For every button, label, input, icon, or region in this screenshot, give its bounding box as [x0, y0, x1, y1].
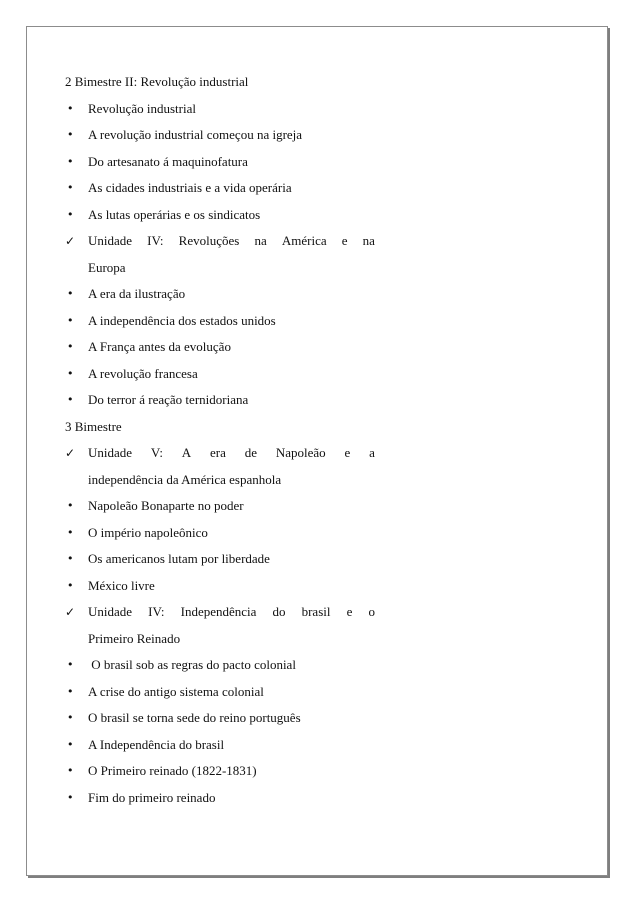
checkmark-icon: ✓ [65, 605, 76, 619]
word: Independência [180, 604, 257, 619]
word: era [210, 445, 226, 460]
list-item [65, 493, 375, 520]
list-item [65, 652, 375, 679]
list-item-text: A crise do antigo sistema colonial [88, 683, 264, 699]
list-item-text: México livre [88, 577, 155, 593]
word: IV: [148, 604, 165, 619]
bullet-icon: • [67, 764, 74, 777]
unit-4-heading [65, 228, 375, 255]
unit-5-heading [65, 440, 375, 467]
word: Unidade [88, 233, 133, 248]
list-item-text: A era da ilustração [88, 286, 186, 301]
list-item [65, 546, 375, 573]
bullet-icon: • [67, 181, 74, 194]
list-item-text: A revolução francesa [88, 365, 198, 381]
bullet-icon: • [67, 525, 74, 539]
list-item-text: O brasil se torna sede do reino português [88, 710, 301, 725]
list-item-text: Revolução industrial [88, 100, 196, 116]
list-item [65, 758, 375, 785]
bullet-icon: • [67, 684, 74, 698]
list-item [65, 96, 375, 123]
bimestre-3-heading: 3 Bimestre [65, 418, 122, 434]
word: V: [150, 445, 163, 460]
word: IV: [147, 233, 164, 248]
list-item [65, 732, 375, 759]
list-item [65, 785, 375, 812]
list-item [65, 573, 375, 600]
bullet-icon: • [67, 711, 74, 724]
bullet-icon: • [67, 154, 74, 168]
bullet-icon: • [67, 366, 74, 380]
list-item [65, 175, 375, 202]
word: o [368, 604, 375, 619]
checkmark-icon: ✓ [65, 446, 76, 460]
list-item [65, 387, 375, 414]
list-item-text: Os americanos lutam por liberdade [88, 551, 270, 566]
word: e [344, 445, 351, 460]
list-item-text: O império napoleônico [88, 524, 208, 540]
bullet-icon: • [67, 207, 74, 221]
unit-4b-heading [65, 599, 375, 626]
list-item [65, 308, 375, 335]
unit-5-title-continuation: independência da América espanhola [88, 471, 282, 487]
bullet-icon: • [67, 128, 74, 141]
word: brasil [301, 604, 331, 619]
word: na [254, 233, 267, 248]
unit-4b-title-line [88, 599, 375, 626]
word: na [362, 233, 375, 248]
bullet-icon: • [67, 393, 74, 406]
document-body [65, 69, 375, 811]
list-item [65, 202, 375, 229]
list-item [65, 122, 375, 149]
bullet-icon: • [67, 552, 74, 565]
list-item-text: A independência dos estados unidos [88, 312, 276, 328]
list-item-text: A França antes da evolução [88, 339, 231, 354]
word: Revoluções [178, 233, 240, 248]
bullet-icon: • [67, 287, 74, 300]
bullet-icon: • [67, 737, 74, 751]
list-item-text: O Primeiro reinado (1822-1831) [88, 763, 257, 778]
bullet-icon: • [67, 340, 74, 353]
word: e [341, 233, 348, 248]
word: Unidade [88, 445, 133, 460]
word: Unidade [88, 604, 133, 619]
list-item [65, 705, 375, 732]
list-item-text: As lutas operárias e os sindicatos [88, 206, 261, 222]
bullet-icon: • [67, 790, 74, 804]
word: de [244, 445, 258, 460]
list-item [65, 334, 375, 361]
list-item [65, 361, 375, 388]
list-item [65, 520, 375, 547]
bullet-icon: • [67, 499, 74, 512]
bullet-icon: • [67, 101, 74, 115]
list-item-text: A revolução industrial começou na igreja [88, 127, 303, 142]
unit-5-title-line [88, 440, 375, 467]
list-item [65, 679, 375, 706]
bullet-icon: • [67, 658, 74, 671]
list-item-text: Do artesanato á maquinofatura [88, 153, 248, 169]
list-item [65, 149, 375, 176]
word: A [181, 445, 192, 460]
unit-4-title-continuation: Europa [88, 259, 126, 275]
word: Napoleão [275, 445, 326, 460]
list-item-text: Fim do primeiro reinado [88, 789, 216, 805]
word: do [272, 604, 286, 619]
unit-4b-title-continuation: Primeiro Reinado [88, 630, 181, 646]
word: e [346, 604, 353, 619]
list-item-text: A Independência do brasil [88, 736, 225, 752]
word: a [369, 445, 375, 460]
bullet-icon: • [67, 578, 74, 592]
list-item [65, 281, 375, 308]
list-item-text: As cidades industriais e a vida operária [88, 180, 292, 195]
word: América [281, 233, 327, 248]
list-item-text: O brasil sob as regras do pacto colonial [88, 657, 296, 672]
checkmark-icon: ✓ [65, 234, 76, 248]
list-item-text: Do terror á reação ternidoriana [88, 392, 249, 407]
list-item-text: Napoleão Bonaparte no poder [88, 498, 244, 513]
unit-4-title-line [88, 228, 375, 255]
bullet-icon: • [67, 313, 74, 327]
bimestre-2-heading: 2 Bimestre II: Revolução industrial [65, 74, 249, 89]
